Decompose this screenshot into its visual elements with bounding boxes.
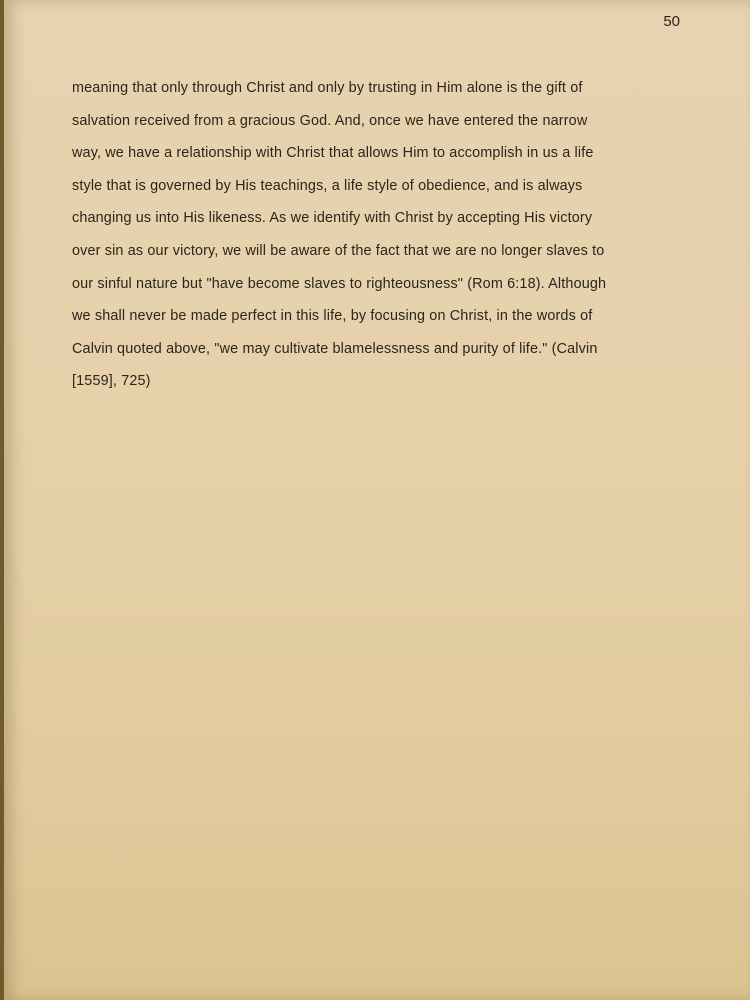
page-number: 50 xyxy=(663,13,680,30)
body-paragraph: meaning that only through Christ and only by trusting in Him alone is the gift of salvation received from a gracious God. And, once we have entered the narrow way, we have a relationship with Christ that allows Him to accomplish in us a life style that is governed by His teachings, a life style of obedience, and is always changing us into His likeness. As we identify with Christ by accepting His victory over sin as our victory, we will be aware of the fact that we are no longer slaves to our sinful nature but "have become slaves to righteousness" (Rom 6:18). Although we shall never be made perfect in this life, by focusing on Christ, in the words of Calvin quoted above, "we may cultivate blamelessness and purity of life." (Calvin [1559], 725) xyxy=(72,80,607,390)
document-page xyxy=(4,0,750,1000)
